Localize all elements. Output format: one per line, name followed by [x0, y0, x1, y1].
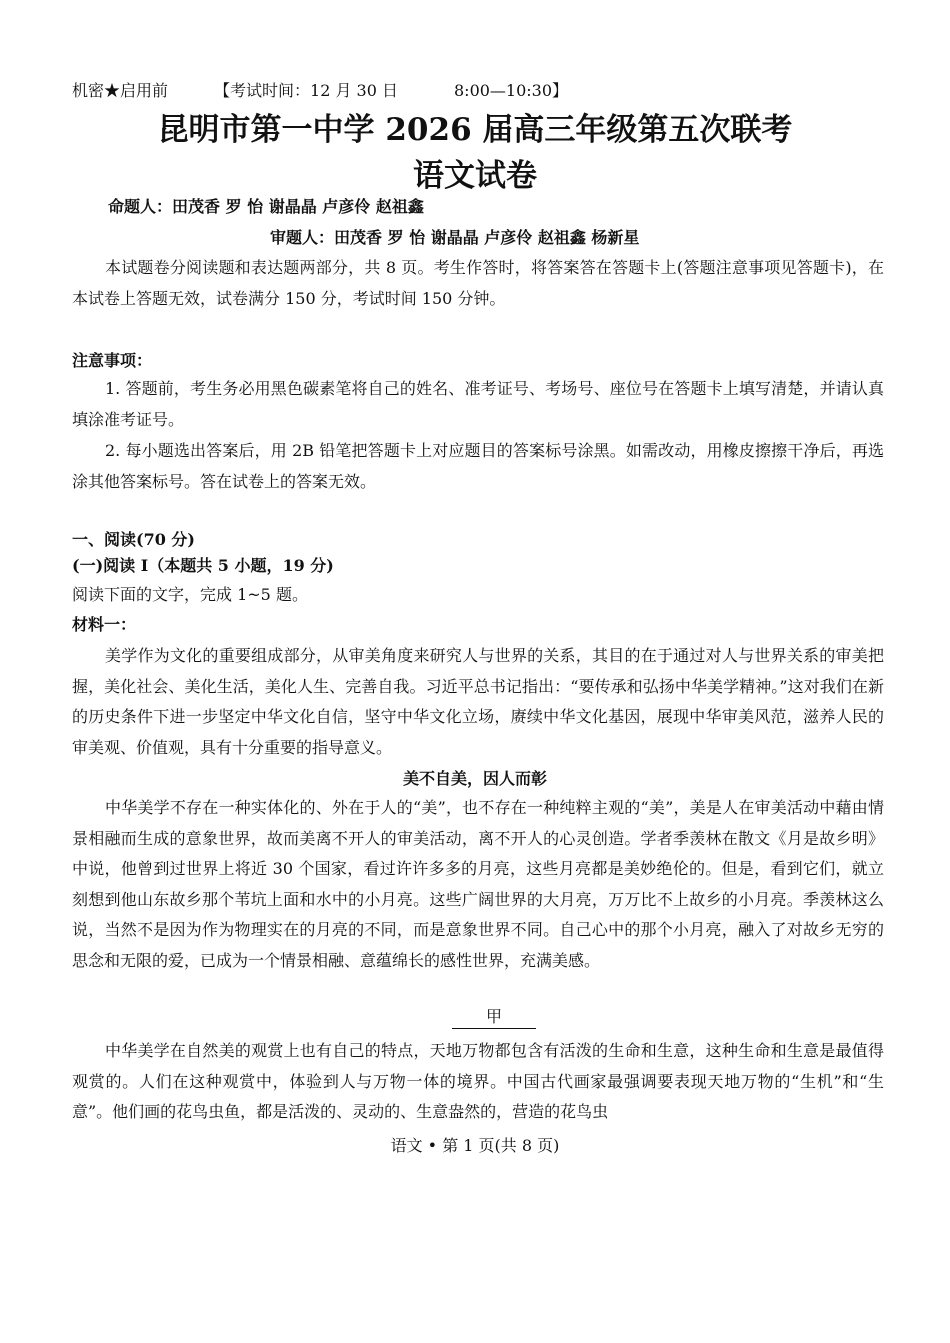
- section-subtitle: (一)阅读 I（本题共 5 小题，19 分): [72, 556, 334, 575]
- exam-header: [72, 78, 568, 101]
- notice-item-2: 2. 每小题选出答案后，用 2B 铅笔把答题卡上对应题目的答案标号涂黑。如需改动，用橡皮擦擦干净后，再选涂其他答案标号。答在试卷上的答案无效。: [72, 441, 884, 491]
- exam-time-label: 【考试时间：12 月 30 日: [214, 81, 398, 100]
- notice-heading: 注意事项：: [72, 351, 153, 370]
- fill-blank-jia: 甲: [452, 1006, 536, 1029]
- material-paragraph-2: 中华美学不存在一种实体化的、外在于人的“美”，也不存在一种纯粹主观的“美”，美是人在审美活动中藉由情景相融而生成的意象世界，故而美离不开人的审美活动，离不开人的心灵创造。学者季羡林在散文《月是故乡明》中说，他曾到过世界上将近 30 个国家，看过许许多多的月亮，这些月亮都是美妙绝伦的。但是，看到它们，就立刻想到他山东故乡那个苇坑上面和水中的小月亮。这些广阔世界的大月亮，万万比不上故乡的小月亮。季羡林这么说，当然不是因为作为物理实在的月亮的不同，而是意象世界不同。自己心中的那个小月亮，融入了对故乡无穷的思念和无限的爱，已成为一个情景相融、意蕴绵长的感性世界，充满美感。: [72, 798, 884, 970]
- material-subheading: 美不自美，因人而彰: [402, 769, 547, 788]
- notice-item-1: 1. 答题前，考生务必用黑色碳素笔将自己的姓名、准考证号、考场号、座位号在答题卡上填写清楚，并请认真填涂准考证号。: [72, 379, 884, 429]
- secret-mark: 机密★启用前: [72, 81, 169, 100]
- exam-subject-title: 语文试卷: [413, 158, 537, 194]
- exam-title: 昆明市第一中学 2026 届高三年级第五次联考: [157, 112, 793, 148]
- reading-instruction: 阅读下面的文字，完成 1~5 题。: [72, 585, 308, 604]
- question-reviewers: 审题人：田茂香 罗 怡 谢晶晶 卢彦伶 赵祖鑫 杨新星: [270, 228, 640, 247]
- question-setters: 命题人：田茂香 罗 怡 谢晶晶 卢彦伶 赵祖鑫: [108, 197, 424, 216]
- material-paragraph-1: 美学作为文化的重要组成部分，从审美角度来研究人与世界的关系，其目的在于通过对人与世界关系的审美把握，美化社会、美化生活，美化人生、完善自我。习近平总书记指出：“要传承和弘扬中华美学精神。”这对我们在新的历史条件下进一步坚定中华文化自信，坚守中华文化立场，赓续中华文化基因，展现中华审美风范，滋养人民的审美观、价值观，具有十分重要的指导意义。: [72, 646, 884, 757]
- page-footer: 语文 • 第 1 页(共 8 页): [390, 1136, 560, 1155]
- material-paragraph-3: 中华美学在自然美的观赏上也有自己的特点，天地万物都包含有活泼的生命和生意，这种生命和生意是最值得观赏的。人们在这种观赏中，体验到人与万物一体的境界。中国古代画家最强调要表现天地万物的“生机”和“生意”。他们画的花鸟虫鱼，都是活泼的、灵动的、生意盎然的，营造的花鸟虫: [72, 1041, 884, 1121]
- material-label: 材料一：: [72, 615, 137, 634]
- intro-paragraph: 本试题卷分阅读题和表达题两部分，共 8 页。考生作答时，将答案答在答题卡上(答题注意事项见答题卡)，在本试卷上答题无效，试卷满分 150 分，考试时间 150 分钟。: [72, 258, 884, 308]
- exam-time-range: 8:00—10:30】: [454, 81, 569, 100]
- section-title: 一、阅读(70 分): [72, 530, 195, 549]
